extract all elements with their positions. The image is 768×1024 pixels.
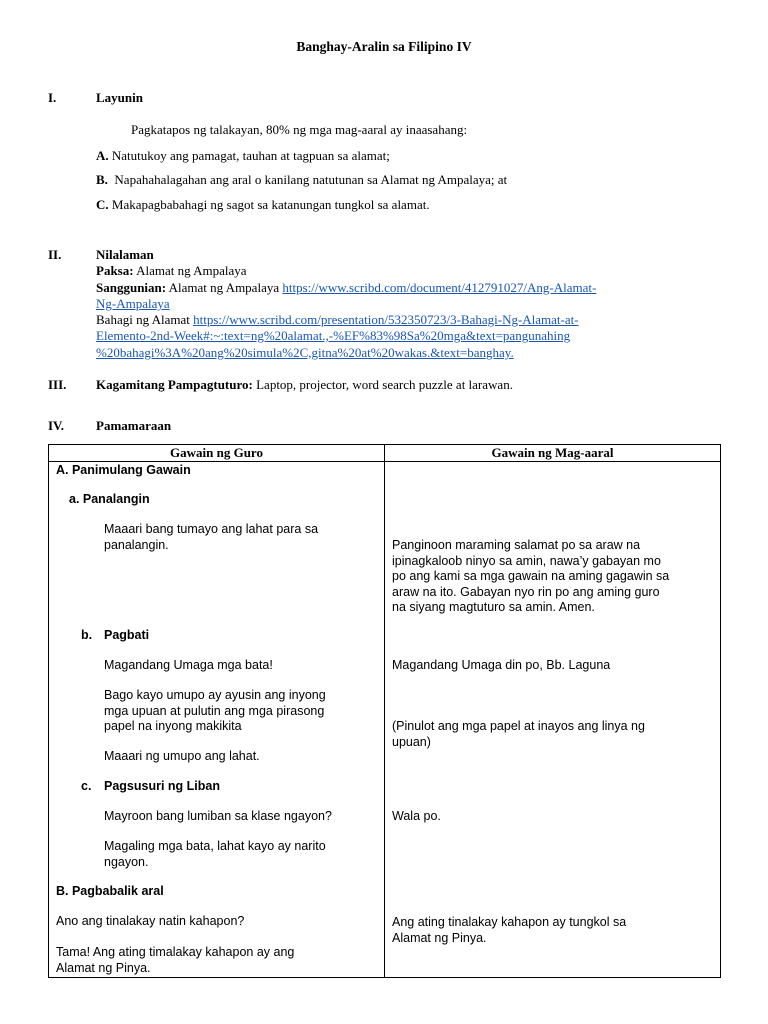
prayer-line-4: araw na ito. Gabayan nyo rin po ang aming guro: [392, 585, 660, 599]
review-answer-1: Tama! Ang ating timalakay kahapon ay ang: [56, 945, 295, 959]
panalangin-heading: a. Panalangin: [69, 492, 150, 506]
ayusin-text-3: papel na inyong makikita: [104, 719, 242, 733]
pagbati-text: Magandang Umaga mga bata!: [104, 658, 273, 672]
sanggunian-label: Sanggunian:: [96, 280, 167, 295]
guro-cell: [49, 462, 385, 978]
section-3-heading: Kagamitang Pampagtuturo:: [96, 377, 253, 392]
section-2-heading: Nilalaman: [96, 247, 154, 262]
bahagi-label: Bahagi ng Alamat: [96, 312, 190, 327]
pickup-response-2: upuan): [392, 735, 431, 749]
paksa-line: [96, 263, 247, 279]
bahagi-link[interactable]: https://www.scribd.com/presentation/532350723/3-Bahagi-Ng-Alamat-at-: [193, 312, 579, 327]
objective-b: [96, 172, 507, 188]
panalangin-text-2: panalangin.: [104, 538, 169, 552]
sanggunian-line: [96, 280, 596, 296]
lesson-procedure-table: [48, 444, 721, 978]
section-3-line: [96, 377, 513, 393]
panimulang-gawain-heading: A. Panimulang Gawain: [56, 463, 191, 477]
column-header-guro: Gawain ng Guro: [49, 445, 385, 462]
prayer-line-1: Panginoon maraming salamat po sa araw na: [392, 538, 641, 552]
review-response-1: Ang ating tinalakay kahapon ay tungkol sa: [392, 915, 627, 929]
sanggunian-value: Alamat ng Ampalaya: [168, 280, 280, 295]
section-3-number: III.: [48, 377, 67, 392]
objective-letter: A.: [96, 148, 109, 163]
section-4-heading: Pamamaraan: [96, 418, 172, 433]
liban-heading: Pagsusuri ng Liban: [104, 779, 220, 793]
umupo-text: Maaari ng umupo ang lahat.: [104, 749, 260, 763]
column-header-magaaral: Gawain ng Mag-aaral: [385, 445, 721, 462]
prayer-line-3: po ang kami sa mga gawain na aming gagawin sa: [392, 569, 670, 583]
objective-text: Makapagbabahagi ng sagot sa katanungan tungkol sa alamat.: [111, 197, 430, 212]
liban-praise-2: ngayon.: [104, 855, 149, 869]
ayusin-text-1: Bago kayo umupo ay ayusin ang inyong: [104, 688, 326, 702]
bahagi-link-continued-2[interactable]: %20bahagi%3A%20ang%20simula%2C,gitna%20at%20wakas.&text=banghay.: [96, 345, 514, 360]
section-2-number: II.: [48, 247, 62, 262]
objective-a: [96, 148, 390, 164]
sanggunian-link-continued[interactable]: Ng-Ampalaya: [96, 296, 170, 311]
objective-text: Napahahalagahan ang aral o kanilang natutunan sa Alamat ng Ampalaya; at: [114, 172, 508, 187]
liban-praise-1: Magaling mga bata, lahat kayo ay narito: [104, 839, 326, 853]
absent-response: Wala po.: [392, 809, 441, 823]
review-answer-2: Alamat ng Pinya.: [56, 961, 151, 975]
section-4-number: IV.: [48, 418, 65, 433]
section-1-number: I.: [48, 90, 57, 105]
section-1-heading: Layunin: [96, 90, 143, 105]
objective-text: Natutukoy ang pamagat, tauhan at tagpuan sa alamat;: [111, 148, 390, 163]
review-question: Ano ang tinalakay natin kahapon?: [56, 914, 245, 928]
paksa-label: Paksa:: [96, 263, 134, 278]
review-response-2: Alamat ng Pinya.: [392, 931, 487, 945]
greeting-response: Magandang Umaga din po, Bb. Laguna: [392, 658, 611, 672]
objective-letter: C.: [96, 197, 109, 212]
ayusin-text-2: mga upuan at pulutin ang mga pirasong: [104, 704, 325, 718]
objectives-intro: Pagkatapos ng talakayan, 80% ng mga mag-aaral ay inaasahang:: [131, 122, 468, 137]
objective-c: [96, 197, 430, 213]
table-header-row: [49, 445, 721, 462]
prayer-line-2: ipinagkaloob ninyo sa amin, nawa’y gabayan mo: [392, 554, 661, 568]
prayer-line-5: na siyang magtuturo sa amin. Amen.: [392, 600, 595, 614]
pagbati-heading: Pagbati: [104, 628, 150, 642]
pagbati-number: b.: [81, 628, 93, 642]
liban-question: Mayroon bang lumiban sa klase ngayon?: [104, 809, 332, 823]
page-title: Banghay-Aralin sa Filipino IV: [296, 39, 472, 54]
objective-letter: B.: [96, 172, 108, 187]
panalangin-text-1: Maaari bang tumayo ang lahat para sa: [104, 522, 319, 536]
table-row: [49, 462, 721, 978]
pickup-response-1: (Pinulot ang mga papel at inayos ang linya ng: [392, 719, 645, 733]
sanggunian-link[interactable]: https://www.scribd.com/document/412791027/Ang-Alamat-: [282, 280, 597, 295]
liban-number: c.: [81, 779, 92, 793]
magaaral-cell: [385, 462, 721, 978]
bahagi-line: [96, 312, 579, 328]
bahagi-link-continued-1[interactable]: Elemento-2nd-Week#:~:text=ng%20alamat.,-%EF%83%98Sa%20mga&text=pangunahing: [96, 328, 571, 343]
pagbabalik-aral-heading: B. Pagbabalik aral: [56, 884, 164, 898]
section-3-text: Laptop, projector, word search puzzle at larawan.: [256, 377, 513, 392]
paksa-value: Alamat ng Ampalaya: [136, 263, 247, 278]
